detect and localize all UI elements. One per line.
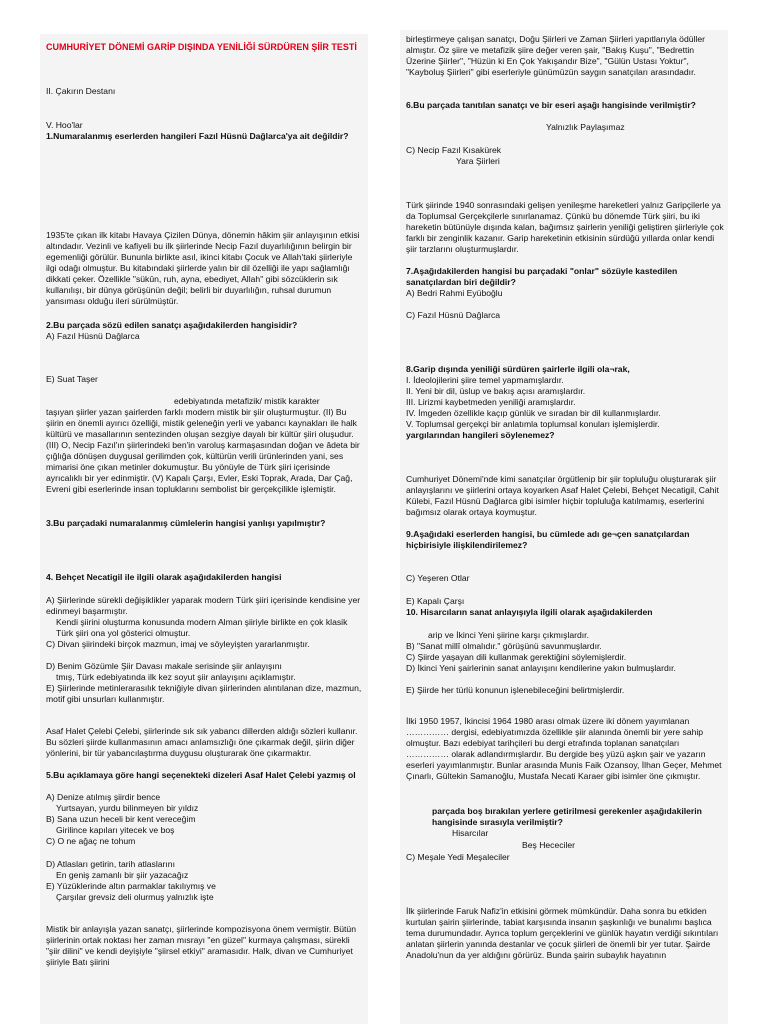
- q8-item-iv: IV. İmgeden özellikle kaçıp günlük ve sıradan bir dil kullanmışlardır.: [406, 408, 661, 418]
- q2-option-e: E) Suat Taşer: [46, 374, 98, 384]
- q10-option-b: B) "Sanat millî olmalıdır." görüşünü savunmuşlardır.: [406, 641, 602, 651]
- q10-option-e: E) Şiirde her türlü konunun işlenebileceğini belirtmişlerdir.: [406, 685, 625, 695]
- q5-option-a-line2: Yurtsayan, yurdu bilinmeyen bir yıldız: [56, 803, 199, 813]
- q8-item-iii: III. Lirizmi kaybetmeden yeniliği aramışlardır.: [406, 397, 576, 407]
- q4-option-d-cont: tmış, Türk edebiyatında ilk kez soyut şiir anlayışını açıklamıştır.: [56, 672, 296, 682]
- q5-option-b: B) Sana uzun heceli bir kent vereceğim: [46, 814, 196, 824]
- passage-3-start: edebiyatında metafizik/ mistik karakter: [174, 396, 320, 406]
- question-11: parçada boş bırakılan yerlere getirilmesi gerekenler aşağıdakilerin hangisinde sırasıyla verilmiştir?: [432, 806, 702, 827]
- passage-5: Asaf Halet Çelebi Çelebi, şiirlerinde sık sık yabancı dillerden aldığı sözleri kullanır. Bu sözleri şiirde kullanmasının amacı anlamsızlığı öne çıkarmak değil, şiirin diğer yönlerini, bir tür yabancılaştırma duygusu oluşturarak öne çıkarmaktır.: [46, 726, 358, 758]
- question-1: 1.Numaralanmış eserlerden hangileri Fazıl Hüsnü Dağlarca'ya ait değildir?: [46, 131, 349, 141]
- passage-12: İlk şiirlerinde Faruk Nafiz'in etkisini görmek mümkündür. Daha sonra bu etkiden kurtulan şairin şiirlerinde, tabiat karşısında insanın şaşkınlığı ve bunalımı başlıca tema durumundadır. Ayrıca toplum gerçeklerini ve günlük hayatın verdiği sıkıntıları anlatan şiirlerin yanında destanlar ve çocuk şiirleri de önemli bir yer tutar. Şairde Anadolu'nun da yer aldığını görürüz. Bunda şairin subaylık hayatının: [406, 906, 719, 960]
- q8-question: yargılarından hangileri söylenemez?: [406, 430, 555, 440]
- q6-work-2: Yara Şiirleri: [456, 156, 500, 166]
- question-7: 7.Aşağıdakilerden hangisi bu parçadaki "onlar" sözüyle kastedilen sanatçılardan biri değildir?: [406, 266, 678, 287]
- q11-option-a: Hisarcılar: [452, 828, 489, 838]
- q8-item-ii: II. Yeni bir dil, üslup ve bakış açısı aramışlardır.: [406, 386, 586, 396]
- question-10: 10. Hisarcıların sanat anlayışıyla ilgili olarak aşağıdakilerden: [406, 607, 653, 617]
- q5-option-a: A) Denize atılmış şiirdir bence: [46, 792, 161, 802]
- q8-item-i: I. İdeolojilerini şiire temel yapmamışlardır.: [406, 375, 564, 385]
- q2-option-a: A) Fazıl Hüsnü Dağlarca: [46, 331, 140, 341]
- question-8: 8.Garip dışında yeniliği sürdüren şairlerle ilgili ola¬rak,: [406, 364, 630, 374]
- right-column: [400, 30, 728, 1024]
- question-3: 3.Bu parçadaki numaralanmış cümlelerin hangisi yanlışı yapılmıştır?: [46, 518, 326, 528]
- q5-option-e: E) Yüzüklerinde altın parmaklar takılıymış ve: [46, 881, 216, 891]
- passage-6-cont: birleştirmeye çalışan sanatçı, Doğu Şiirleri ve Zaman Şiirleri yapıtlarıyla ödüller almıştır. Öz şiire ve metafizik şiire değer veren şair, "Bakış Kuşu", "Bedrettin Üzerine Şiirler", "Hüzün ki En Çok Yakışandır Bize", "Gülün Ustası Yoktur", "Kayboluş Şiirleri" gibi eserleriyle günümüzün saygın sanatçıları arasındadır.: [406, 34, 705, 77]
- question-4: 4. Behçet Necatigil ile ilgili olarak aşağıdakilerden hangisi: [46, 572, 282, 582]
- passage-2: 1935'te çıkan ilk kitabı Havaya Çizilen Dünya, dönemin hâkim şiir anlayışının etkisi altındadır. Vezinli ve kafiyeli bu ilk şiirlerinde Necip Fazıl duyarlılığının belirgin bir egemenliği görülür. Bununla birlikte asıl, ikinci kitabı Çocuk ve Allah'taki şiirleriyle ilgi odağı olmuştur. Bu kitabındaki şiirlerde yalın bir dil özelliği ile yapı sağlamlığı dikkati çeker. Özellikle "sükûn, ruh, ayna, ebediyet, Allah" gibi sözcüklerin sık kullanılışı, bir dünya görüşünün değil; belirli bir duyarlılığın, ruhsal durumun yansıması olduğu ileri sürülmüştür.: [46, 230, 360, 306]
- question-2: 2.Bu parçada sözü edilen sanatçı aşağıdakilerden hangisidir?: [46, 320, 298, 330]
- q7-option-a: A) Bedri Rahmi Eyüboğlu: [406, 288, 503, 298]
- q11-option-b: Beş Hececiler: [522, 840, 576, 850]
- q5-option-e-line2: Çarşılar grevsiz deli olurmuş yalnızlık işte: [56, 892, 214, 902]
- q9-option-c: C) Yeşeren Otlar: [406, 573, 470, 583]
- q9-option-e: E) Kapalı Çarşı: [406, 596, 465, 606]
- q5-option-c: C) O ne ağaç ne tohum: [46, 836, 136, 846]
- passage-6: Mistik bir anlayışla yazan sanatçı, şiirlerinde kompozisyona önem vermiştir. Bütün şiirlerinin ortak noktası her zaman mısrayı "en güzel" kurmaya çalışması, sürekli "şiir dilini" ve kendi deyişiyle "şiirsel etkiyi" aramasıdır. Halk, divan ve Cumhuriyet şiiriyle Batı şiirini: [46, 924, 356, 967]
- q7-option-c: C) Fazıl Hüsnü Dağlarca: [406, 310, 501, 320]
- test-title: CUMHURİYET DÖNEMİ GARİP DIŞINDA YENİLİĞİ SÜRDÜREN ŞİİR TESTİ: [46, 42, 357, 52]
- q4-option-d: D) Benim Gözümle Şiir Davası makale serisinde şiir anlayışını: [46, 661, 282, 671]
- passage-11: İlki 1950 1957, İkincisi 1964 1980 arası olmak üzere iki dönem yayımlanan …………… dergisi, edebiyatımızda özellikle şiir alanında önemli bir yere sahip olmuştur. Bazı edebiyat tarihçileri bu dergi etrafında toplanan sanatçıları …………… olarak adlandırmışlardır. Bu dergide beş yüzü aşkın şair ve yazarın eserleri yayımlanmıştır. Bunlar arasında Munis Faik Ozansoy, İlhan Geçer, Mehmet Çınarlı, Gültekin Samanoğlu, Mustafa Necati Karaer gibi isimler öne çıkmıştır.: [406, 716, 722, 781]
- q10-option-c: C) Şiirde yaşayan dili kullanmak gerektiğini söylemişlerdir.: [406, 652, 627, 662]
- q5-option-b-line2: Girilince kapıları yitecek ve boş: [56, 825, 175, 835]
- q6-work-1: Yalnızlık Paylaşımaz: [546, 122, 625, 132]
- q6-option-c: C) Necip Fazıl Kısakürek: [406, 145, 502, 155]
- passage-3: taşıyan şiirler yazan şairlerden farklı modern mistik bir şiir oluşturmuştur. (II) Bu şiirin en önemli ayırıcı özelliği, mistik geleneğin yerli ve yabancı kaynakları ile halk kültürü ve masallarının sentezinden oluşan sezgiye dayalı bir kültür şiiri oluşudur. (III) O, Necip Fazıl'ın şiirlerindeki ben'in varoluş karmaşasından doğan ve âdeta bir çığlığa dönüşen duygusal gerilimden çok, kültürün verili ürünlerinden yani, ses mimarisi öne çıkan metinler dokumuştur. Bu yönüyle de Türk şiiri içerisinde ayrıcalıklı bir yer edinmiştir. (V) Kapalı Çarşı, Evler, Eski Toprak, Arada, Dar Çağ, Evreni gibi eserlerinde insan topluklarını sembolist bir gerçekçilikle işlemiştir.: [46, 407, 360, 494]
- q10-option-a: arip ve İkinci Yeni şiirine karşı çıkmışlardır.: [428, 630, 589, 640]
- q4-option-a: A) Şiirlerinde sürekli değişiklikler yaparak modern Türk şiiri içerisinde kendisine yer edinmeyi başarmıştır.: [46, 595, 361, 616]
- q4-option-c: C) Divan şiirindeki birçok mazmun, imaj ve söyleyişten yararlanmıştır.: [46, 639, 310, 649]
- passage-9: Cumhuriyet Dönemi'nde kimi sanatçılar örgütlenip bir şiir topluluğu oluşturarak şiir anlayışlarını ve şiirlerini ortaya koyarken Asaf Halet Çelebi, Behçet Necatigil, Cahit Külebi, Fazıl Hüsnü Dağlarca gibi isimler hiçbir topluluğa katılmamış, eserlerini bağımsız olarak ortaya koymuştur.: [406, 474, 719, 517]
- option-ii: II. Çakırın Destanı: [46, 86, 116, 96]
- q8-item-v: V. Toplumsal gerçekçi bir anlatımla toplumsal konuları işlemişlerdir.: [406, 419, 660, 429]
- question-9: 9.Aşağıdaki eserlerden hangisi, bu cümlede adı ge¬çen sanatçılardan hiçbirisiyle ilişkilendirilemez?: [406, 529, 690, 550]
- passage-7: Türk şiirinde 1940 sonrasındaki gelişen yenileşme hareketleri yalnız Garipçilerle ya da Toplumsal Gerçekçilerle sınırlanamaz. Çünkü bu dönemde Türk şiiri, bu iki hareketin bütünüyle dışında kalan, bağımsız şairlerin yeniliği geliştiren şiirleriyle çok farklı bir zenginlik kazanır. Garip hareketinin etkisinin sürdüğü yıllarda onlar kendi şiir tarzlarını oluşturmuşlardır.: [406, 200, 724, 254]
- q5-option-d-line2: En geniş zamanlı bir şiir yazacağız: [56, 870, 189, 880]
- q5-option-d: D) Atlasları getirin, tarih atlaslarını: [46, 859, 175, 869]
- q11-option-c: C) Meşale Yedi Meşaleciler: [406, 852, 510, 862]
- question-5: 5.Bu açıklamaya göre hangi seçenekteki dizeleri Asaf Halet Çelebi yazmış ol: [46, 770, 356, 780]
- q4-option-b: Kendi şiirini oluşturma konusunda modern Alman şiiriyle birlikte en çok klasik Türk şiiri ona yol gösterici olmuştur.: [56, 617, 348, 638]
- q10-option-d: D) İkinci Yeni şairlerinin sanat anlayışını kendilerine yakın bulmuşlardır.: [406, 663, 676, 673]
- question-6: 6.Bu parçada tanıtılan sanatçı ve bir eseri aşağı hangisinde verilmiştir?: [406, 100, 696, 110]
- left-column: [40, 34, 368, 1024]
- option-v: V. Hoo'lar: [46, 120, 83, 130]
- q4-option-e: E) Şiirlerinde metinlerarasılık tekniğiyle divan şiirlerinden alıntılanan dize, mazmun, motif gibi unsurları kullanmıştır.: [46, 683, 362, 704]
